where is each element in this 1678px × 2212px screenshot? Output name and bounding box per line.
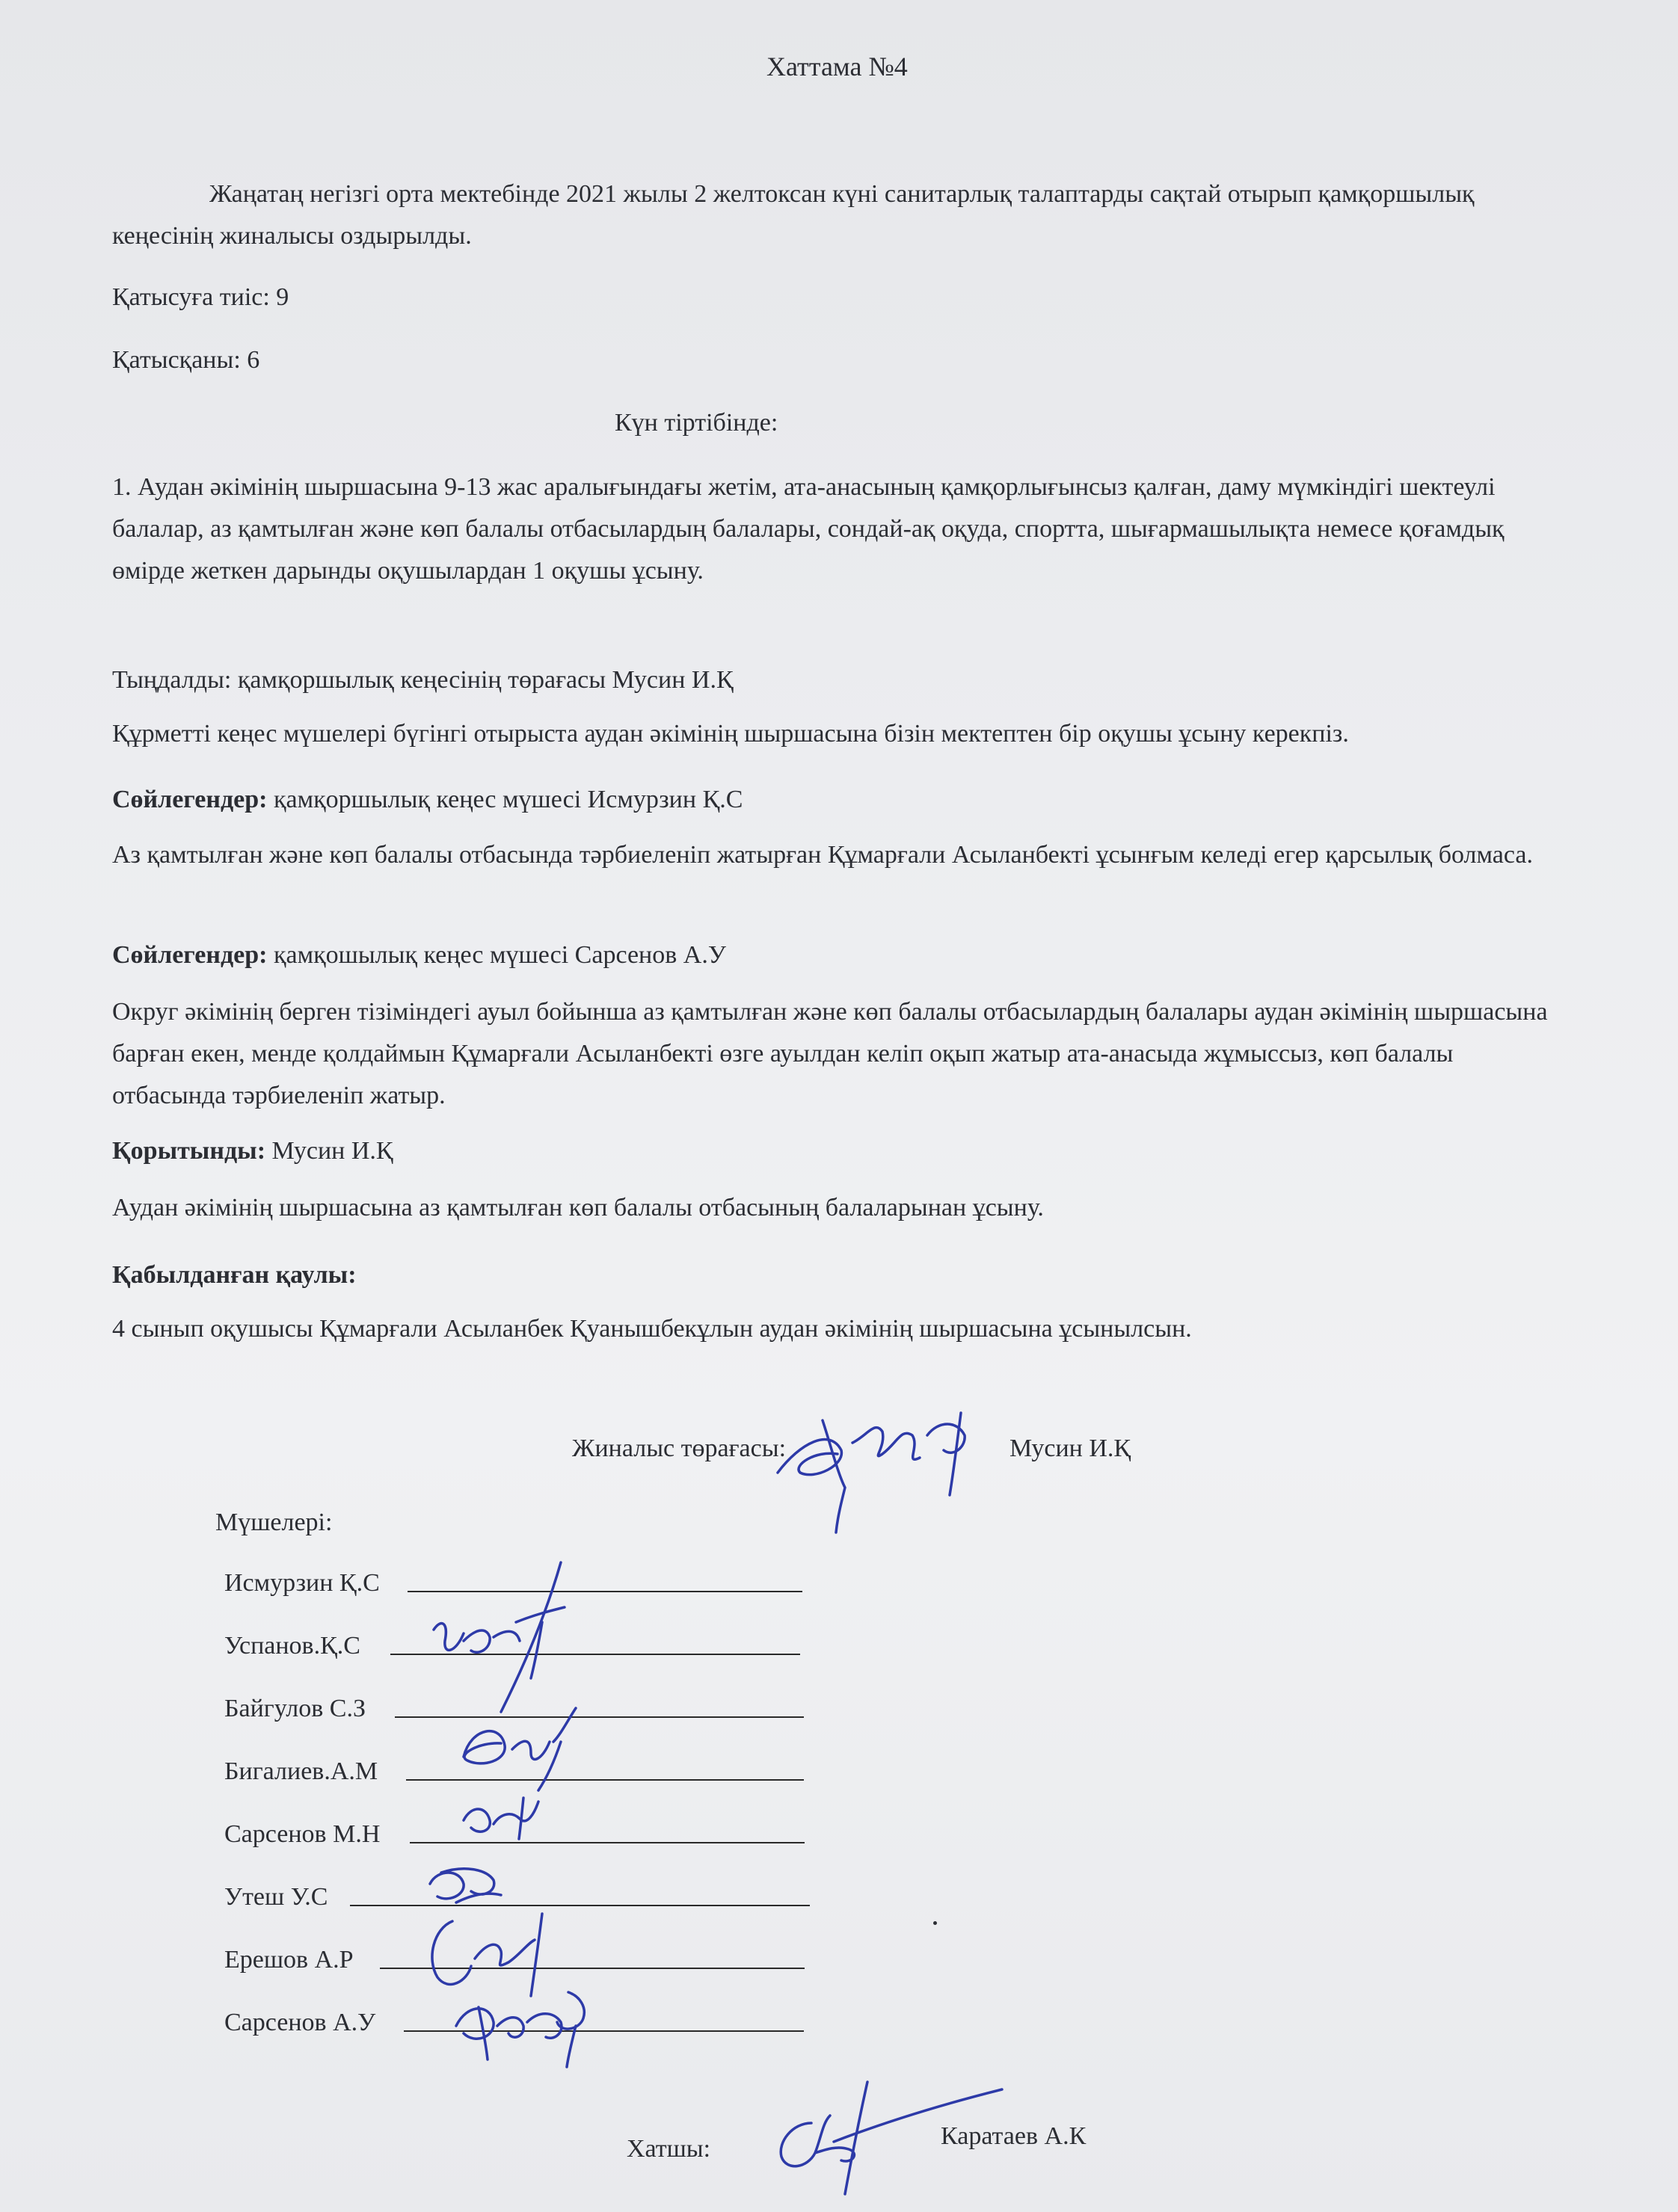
member-name-3: Байгулов С.З [224, 1695, 366, 1722]
heard-text: Құрметті кеңес мүшелері бүгінгі отырыста аудан әкімінің шыршасына бізін мектептен бір оқушы ұсыну керекпіз. [112, 720, 1349, 748]
member-name-4: Бигалиев.А.М [224, 1757, 378, 1785]
speaker-2-line [112, 940, 726, 971]
member-signature-2 [430, 1600, 580, 1686]
member-name-8: Сарсенов А.У [224, 2009, 376, 2036]
speaker-1-name: қамқоршылық кеңес мүшесі Исмурзин Қ.С [267, 786, 743, 813]
member-name-1: Исмурзин Қ.С [224, 1569, 380, 1597]
member-signature-7 [449, 1974, 598, 2074]
agenda-heading: Күн тіртібінде: [615, 409, 778, 437]
conclusion-line [112, 1136, 393, 1167]
attendance-due: Қатысуға тиіс: 9 [112, 283, 289, 311]
secretary-name: Каратаев А.К [941, 2122, 1087, 2150]
member-signature-4 [456, 1783, 546, 1846]
attendance-present: Қатысқаны: 6 [112, 346, 260, 374]
ink-dot [933, 1921, 937, 1925]
conclusion-name: Мусин И.Қ [265, 1137, 393, 1165]
speaker-2-text: Округ әкімінің берген тізіміндегі ауыл бойынша аз қамтылған және көп балалы отбасылардың балалары аудан әкімінің шыршасына барған екен, менде қолдаймын Құмарғали Асыланбекті өзге ауылдан келіп оқып жатыр ата-анасыда жұмыссыз, көп балалы отбасында тәрбиеленіп жатыр. [112, 998, 1548, 1109]
document-title: Хаттама №4 [766, 52, 908, 81]
speaker-2-name: қамқошылық кеңес мүшесі Сарсенов А.У [267, 941, 726, 969]
member-name-2: Успанов.Қ.С [224, 1632, 360, 1660]
secretary-label: Хатшы: [627, 2135, 711, 2163]
member-name-5: Сарсенов М.Н [224, 1820, 381, 1848]
conclusion-label: Қорытынды: [112, 1137, 266, 1165]
heard-line: Тыңдалды: қамқоршылық кеңесінің төрағасы Мусин И.Қ [112, 666, 734, 694]
agenda-item-1: 1. Аудан әкімінің шыршасына 9-13 жас аралығындағы жетім, ата-анасының қамқорлығынсыз қалған, даму мүмкіндігі шектеулі балалар, аз қамтылған және көп балалы отбасылардың балалары, сондай-ақ оқуда, спортта, шығармашылықта немесе қоғамдық өмірде жеткен дарынды оқушылардан 1 оқушы ұсыну. [112, 473, 1505, 585]
resolution-label: Қабылданған қаулы: [112, 1261, 357, 1289]
intro-paragraph: Жаңатаң негізгі орта мектебінде 2021 жылы 2 желтоксан күні санитарлық талаптарды сақтай отырып қамқоршылық кеңесінің жиналысы оздырылды. [112, 180, 1475, 250]
member-name-6: Утеш У.С [224, 1883, 328, 1911]
conclusion-text: Аудан әкімінің шыршасына аз қамтылған көп балалы отбасының балаларынан ұсыну. [112, 1194, 1044, 1221]
speaker-1-text: Аз қамтылған және көп балалы отбасында тәрбиеленіп жатырған Құмарғали Асыланбекті ұсынғым келеді егер қарсылық болмаса. [112, 841, 1533, 869]
speaker-2-label: Сөйлегендер: [112, 941, 268, 969]
chair-signature [770, 1390, 995, 1544]
chair-label: Жиналыс төрағасы: [572, 1435, 787, 1462]
resolution-text: 4 сынып оқушысы Құмарғали Асыланбек Қуанышбекұлын аудан әкімінің шыршасына ұсынылсын. [112, 1315, 1192, 1343]
speaker-1-label: Сөйлегендер: [112, 786, 268, 813]
speaker-1-line [112, 785, 743, 816]
members-label: Мүшелері: [215, 1509, 333, 1536]
member-name-7: Ерешов А.Р [224, 1946, 354, 1974]
secretary-signature [770, 2071, 1009, 2202]
chair-name: Мусин И.Қ [1009, 1435, 1131, 1462]
